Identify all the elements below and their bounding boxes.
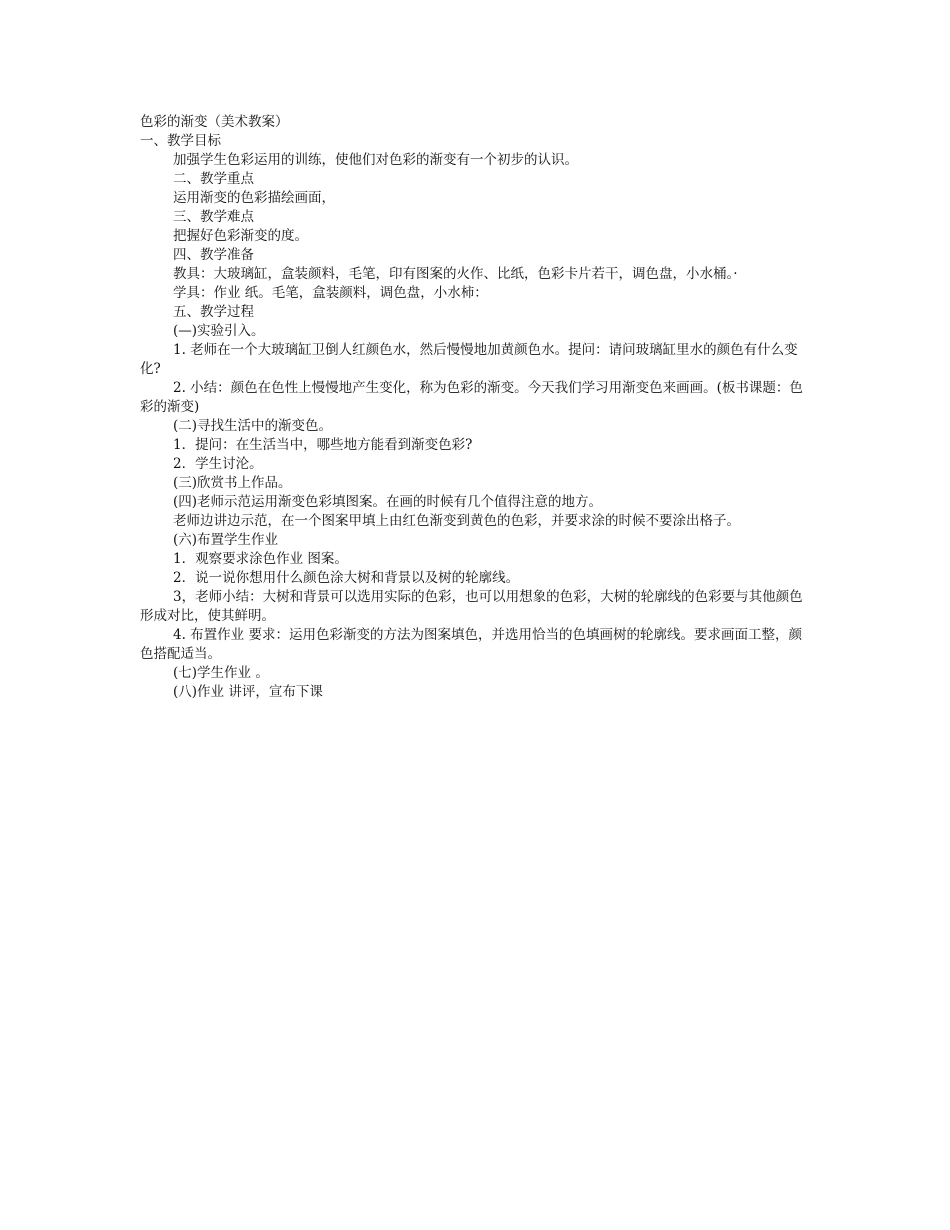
paragraph: 1．提问：在生活当中，哪些地方能看到渐变色彩? — [173, 437, 473, 453]
paragraph: 教具：大玻璃缸，盒装颜料，毛笔，印有图案的火作、比纸，色彩卡片若干，调色盘，小水桶。· — [173, 266, 738, 282]
paragraph: 2. 小结：颜色在色性上慢慢地产生变化，称为色彩的渐变。今天我们学习用渐变色来画画。(板书课题：色彩的渐变) — [140, 380, 803, 415]
paragraph: 4. 布置作业 要求：运用色彩渐变的方法为图案填色，并选用恰当的色填画树的轮廓线。要求画面工整，颜色搭配适当。 — [140, 627, 802, 662]
subsection-heading: (四)老师示范运用渐变色彩填图案。在画的时候有几个值得注意的地方。 — [173, 494, 603, 510]
section-heading: 三、教学难点 — [173, 209, 254, 225]
subsection-heading: (—)实验引入。 — [173, 323, 265, 339]
paragraph: 1．观察要求涂色作业 图案。 — [173, 551, 348, 567]
paragraph: 2．说一说你想用什么颜色涂大树和背景以及树的轮廓线。 — [173, 570, 520, 586]
paragraph: 加强学生色彩运用的训练，使他们对色彩的渐变有一个初步的认识。 — [173, 152, 578, 168]
subsection-heading: (八)作业 讲评，宣布下课 — [173, 684, 323, 700]
paragraph: 把握好色彩渐变的度。 — [173, 228, 308, 244]
subsection-heading: (七)学生作业 。 — [173, 665, 269, 681]
paragraph: 老师边讲边示范，在一个图案甲填上由红色渐变到黄色的色彩，并要求涂的时候不要涂出格子。 — [173, 513, 740, 529]
paragraph: 2．学生讨沦。 — [173, 456, 263, 472]
paragraph: 1. 老师在一个大玻璃缸卫倒人红颜色水，然后慢慢地加黄颜色水。提问：请问玻璃缸里水的颜色有什么变化? — [140, 342, 798, 377]
subsection-heading: (二)寻找生活中的渐变色。 — [173, 418, 333, 434]
subsection-heading: (六)布置学生作业 — [173, 532, 279, 548]
section-heading: 四、教学准备 — [173, 247, 254, 263]
paragraph: 学具：作业 纸。毛笔，盒装颜料，调色盘，小水柿： — [173, 285, 488, 301]
section-heading: 一、教学目标 — [140, 133, 221, 149]
document-body — [140, 113, 812, 702]
subsection-heading: (三)欣赏书上作品。 — [173, 475, 292, 491]
paragraph: 运用渐变的色彩描绘画面， — [173, 190, 335, 206]
section-heading: 二、教学重点 — [173, 171, 254, 187]
document-title: 色彩的渐变（美术教案） — [140, 114, 289, 130]
paragraph: 3，老师小结：大树和背景可以选用实际的色彩，也可以用想象的色彩，大树的轮廓线的色彩要与其他颜色形成对比，使其鲜明。 — [140, 589, 803, 624]
section-heading: 五、教学过程 — [173, 304, 254, 320]
